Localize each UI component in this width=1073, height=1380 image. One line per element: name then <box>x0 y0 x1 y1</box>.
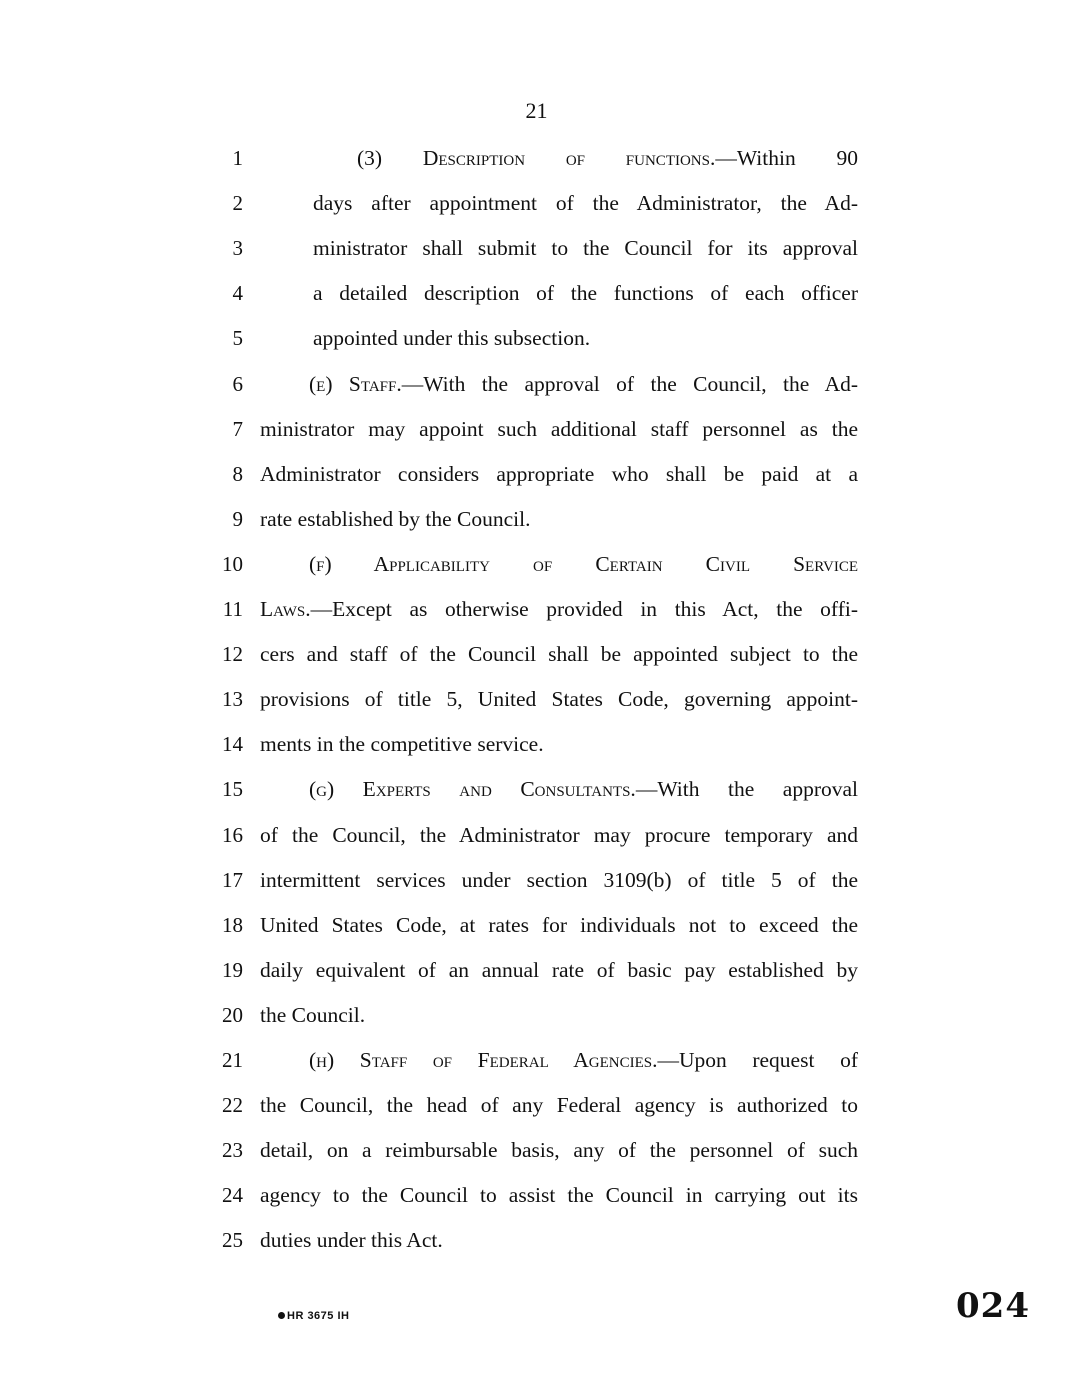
line-text <box>313 278 858 308</box>
document-line <box>0 774 1073 804</box>
line-text <box>260 865 858 895</box>
line-number: 2 <box>232 191 243 216</box>
line-body-text: Administrator considers appropriate who shall be paid at a <box>260 461 858 486</box>
line-body-text: appointed under this subsection. <box>313 326 591 351</box>
document-line <box>0 865 1073 895</box>
document-line <box>0 278 1073 308</box>
line-body-text: duties under this Act. <box>260 1228 443 1253</box>
line-number: 17 <box>222 867 243 892</box>
line-number: 3 <box>232 236 243 261</box>
line-text <box>260 1225 443 1255</box>
section-heading: Laws. <box>260 597 311 621</box>
line-body-text: ministrator may appoint such additional staff personnel as the <box>260 416 858 441</box>
document-line <box>0 323 1073 353</box>
line-text <box>260 1180 858 1210</box>
line-text <box>313 233 858 263</box>
line-body-text: —Within 90 <box>715 146 858 170</box>
line-text <box>260 729 544 759</box>
line-text <box>260 1135 858 1165</box>
document-line <box>0 459 1073 489</box>
section-heading: (3) Description of functions. <box>357 146 716 170</box>
line-body-text: ministrator shall submit to the Council for its approval <box>313 236 858 261</box>
line-number: 4 <box>232 281 243 306</box>
document-line <box>0 729 1073 759</box>
bullet-icon <box>278 1312 285 1319</box>
section-heading: (g) Experts and Consultants. <box>309 777 636 802</box>
line-text <box>309 369 858 399</box>
line-number: 16 <box>222 822 243 847</box>
line-number: 14 <box>222 732 243 757</box>
line-text <box>260 594 858 624</box>
line-number: 15 <box>222 777 243 802</box>
line-number: 8 <box>232 461 243 486</box>
line-body-text: the Council. <box>260 1002 366 1027</box>
line-body-text: intermittent services under section 3109(b) of title 5 of the <box>260 867 858 892</box>
line-body-text: rate established by the Council. <box>260 506 531 531</box>
line-body-text: detail, on a reimbursable basis, any of the personnel of such <box>260 1138 858 1163</box>
line-text <box>260 684 858 714</box>
line-body-text: provisions of title 5, United States Code, governing appoint- <box>260 687 858 712</box>
document-line <box>0 910 1073 940</box>
line-body-text: agency to the Council to assist the Council in carrying out its <box>260 1183 858 1208</box>
line-text <box>260 504 530 534</box>
line-text <box>260 639 858 669</box>
line-text <box>357 143 858 173</box>
line-text <box>260 1090 858 1120</box>
line-text <box>260 910 858 940</box>
line-body-text: —Except as otherwise provided in this Act, the offi- <box>310 597 858 621</box>
line-number: 22 <box>222 1093 243 1118</box>
document-line <box>0 594 1073 624</box>
page-stamp: 024 <box>956 1286 1030 1326</box>
line-number: 19 <box>222 957 243 982</box>
document-line <box>0 549 1073 579</box>
document-line <box>0 143 1073 173</box>
document-line <box>0 955 1073 985</box>
section-heading: (f) Applicability of Certain Civil Service <box>309 551 858 576</box>
document-line <box>0 1045 1073 1075</box>
bill-identifier <box>278 1310 349 1322</box>
line-text <box>313 323 590 353</box>
line-number: 25 <box>222 1228 243 1253</box>
line-number: 21 <box>222 1048 243 1072</box>
document-line <box>0 1000 1073 1030</box>
line-number: 13 <box>222 687 243 712</box>
line-number: 6 <box>232 371 243 396</box>
line-body-text: —With the approval of the Council, the Ad- <box>401 371 858 396</box>
line-body-text: daily equivalent of an annual rate of basic pay established by <box>260 957 858 982</box>
line-body-text: the Council, the head of any Federal agency is authorized to <box>260 1093 858 1118</box>
document-line <box>0 1135 1073 1165</box>
line-number: 9 <box>232 506 243 531</box>
section-heading: (h) Staff of Federal Agencies. <box>309 1048 658 1072</box>
document-line <box>0 504 1073 534</box>
line-text <box>260 820 858 850</box>
line-body-text: of the Council, the Administrator may procure temporary and <box>260 822 858 847</box>
line-text <box>309 774 858 804</box>
line-body-text: ments in the competitive service. <box>260 732 544 757</box>
line-body-text: days after appointment of the Administrator, the Ad- <box>313 191 858 216</box>
line-text <box>313 188 858 218</box>
line-number: 10 <box>222 551 243 576</box>
line-body-text: cers and staff of the Council shall be appointed subject to the <box>260 642 858 667</box>
line-text <box>260 459 858 489</box>
line-number: 7 <box>232 416 243 441</box>
line-number: 11 <box>222 597 243 621</box>
line-text <box>309 549 858 579</box>
document-line <box>0 188 1073 218</box>
line-text <box>260 955 858 985</box>
line-text <box>260 414 858 444</box>
document-line <box>0 1180 1073 1210</box>
line-number: 5 <box>232 326 243 351</box>
document-line <box>0 1225 1073 1255</box>
line-body-text: a detailed description of the functions of each officer <box>313 281 858 306</box>
page-number: 21 <box>525 98 548 123</box>
line-number: 23 <box>222 1138 243 1163</box>
line-number: 20 <box>222 1002 243 1027</box>
line-number: 24 <box>222 1183 243 1208</box>
document-line <box>0 639 1073 669</box>
document-line <box>0 369 1073 399</box>
document-line <box>0 684 1073 714</box>
line-text <box>260 1000 365 1030</box>
line-text <box>309 1045 858 1075</box>
line-number: 18 <box>222 912 243 937</box>
line-body-text: United States Code, at rates for individuals not to exceed the <box>260 912 858 937</box>
document-line <box>0 414 1073 444</box>
bill-identifier-text: HR 3675 IH <box>287 1310 350 1322</box>
line-body-text: —Upon request of <box>657 1048 858 1072</box>
document-line <box>0 820 1073 850</box>
document-line <box>0 1090 1073 1120</box>
document-line <box>0 233 1073 263</box>
line-number: 12 <box>222 642 243 667</box>
line-number: 1 <box>232 146 243 170</box>
line-body-text: —With the approval <box>635 777 858 802</box>
section-heading: (e) Staff. <box>309 371 402 396</box>
